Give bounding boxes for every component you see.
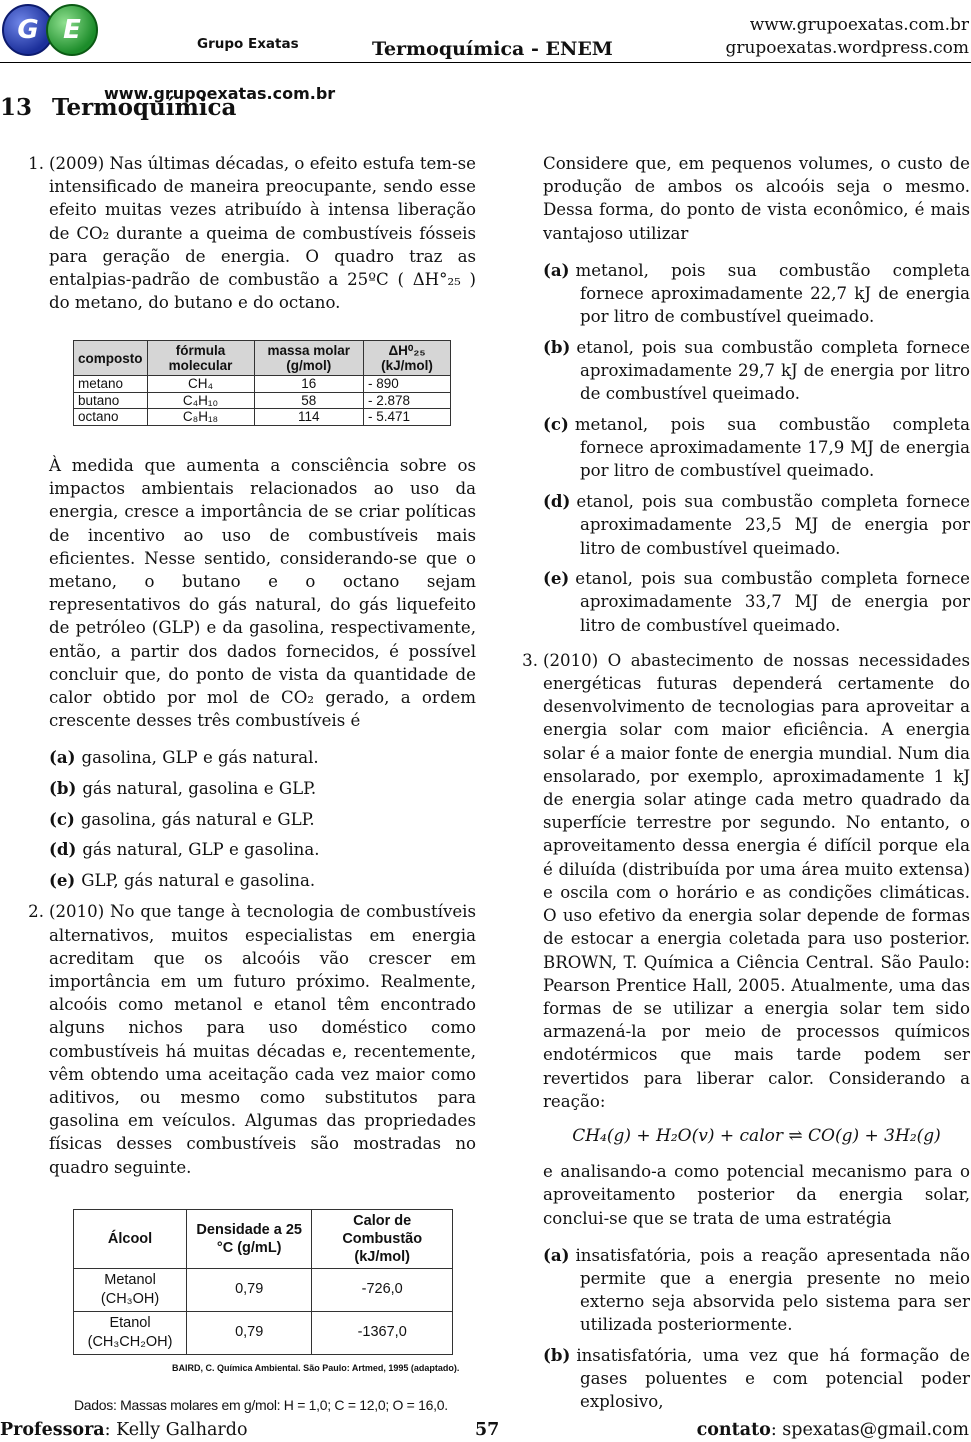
table-cell: Etanol (CH₃CH₂OH) <box>74 1311 187 1354</box>
table-cell: - 890 <box>363 376 450 393</box>
header-title: Termoquímica - ENEM <box>372 38 613 60</box>
question-intro: (2010) No que tange à tecnologia de combustíveis alternativos, muitos especialistas em energia acreditam que os alcoóis vão crescer em importância em um futuro próximo. Realmente, alcoóis como metanol e etanol têm encontrado alguns nichos para uso doméstico como combustíveis há muitas décadas e, recentemente, vêm obtendo uma aceitação cada vez maior como aditivos, ou mesmo como substitutos para gasolina em veículos. Algumas das propriedades físicas desses combustíveis são mostradas no quadro seguinte. <box>49 902 476 1177</box>
site-url: www.grupoexatas.com.br <box>749 15 969 35</box>
blog-url: grupoexatas.wordpress.com <box>725 38 969 58</box>
table-header: massa molar (g/mol) <box>254 341 363 376</box>
table-row <box>74 409 451 426</box>
question-1 <box>22 152 476 892</box>
table-source: BAIRD, C. Química Ambiental. São Paulo: Artmed, 1995 (adaptado). <box>172 1362 460 1373</box>
table-cell: 58 <box>254 392 363 409</box>
question-number: 1. <box>28 154 44 173</box>
question-number: 3. <box>522 650 538 670</box>
option-a: (a) metanol, pois sua combustão completa fornece aproximadamente 22,7 kJ de energia por litro de combustível queimado. <box>543 259 970 327</box>
option-b: (b) insatisfatória, uma vez que há formação de gases poluentes e com potencial poder explosivo, <box>543 1345 970 1412</box>
table-cell: C₄H₁₀ <box>147 392 254 409</box>
table-cell: C₈H₁₈ <box>147 409 254 426</box>
table-header: Calor de Combustão (kJ/mol) <box>312 1209 453 1268</box>
option-a: (a) gasolina, GLP e gás natural. <box>49 747 319 768</box>
table-header: fórmula molecular <box>147 341 254 376</box>
question-body: À medida que aumenta a consciência sobre os impactos ambientais relacionados ao uso da energia, cresce a importância de se criar políticas de incentivo ao uso de combustíveis mais eficientes. Nesse sentido, considerando-se que o metano, o butano e o octano sejam representativos do gás natural, do gás liquefeito de petróleo (GLP) e da gasolina, respectivamente, então, a partir dos dados fornecidos, é possível concluir que, do ponto de vista da quantidade de calor obtido por mol de CO₂ gerado, a ordem crescente desses três combustíveis é <box>49 455 476 731</box>
question-2-continued <box>516 152 970 637</box>
right-column <box>516 152 970 1421</box>
option-b: (b) etanol, pois sua combustão completa fornece aproximadamente 29,7 kJ de energia por litro de combustível queimado. <box>543 336 970 404</box>
teacher-credit: Professora: Kelly Galhardo <box>0 1420 248 1440</box>
molar-mass-data: Dados: Massas molares em g/mol: H = 1,0; C = 12,0; O = 16,0. <box>74 1397 448 1414</box>
table-row <box>74 1311 453 1354</box>
option-e: (e) GLP, gás natural e gasolina. <box>49 870 316 891</box>
table-header: ΔH⁰₂₅ (kJ/mol) <box>363 341 450 376</box>
header-sites <box>725 14 969 60</box>
question-3 <box>516 649 970 1414</box>
table-row <box>74 376 451 393</box>
table-cell: Metanol (CH₃OH) <box>74 1268 187 1311</box>
table-cell: -726,0 <box>312 1268 453 1311</box>
section-title: Termoquímica <box>52 94 237 121</box>
table-cell: - 2.878 <box>363 392 450 409</box>
section-heading <box>0 94 236 121</box>
logo-e-circle: E <box>46 4 98 56</box>
question-intro: (2010) O abastecimento de nossas necessidades energéticas futuras dependerá certamente do desenvolvimento de tecnologias para aproveitar a energia solar com maior eficiência. A energia solar é a maior fonte de energia mundial. Num dia ensolarado, por exemplo, aproximadamente 1 kJ de energia solar atinge cada metro quadrado da superfície terrestre por segundo. No entanto, o aproveitamento dessa energia é difícil porque ela é diluída (distribuída por uma área muito extensa) e oscila com o horário e as condições climáticas. O uso efetivo da energia solar depende de formas de estocar a energia coletada para uso posterior. BROWN, T. Química a Ciência Central. São Paulo: Pearson Prentice Hall, 2005. Atualmente, uma das formas de se utilizar a energia solar tem sido armazená-la por meio de processos químicos endotérmicos que mais tarde podem ser revertidos para liberar calor. Considerando a reação: <box>543 650 970 1111</box>
alcohol-table <box>73 1209 453 1355</box>
table-cell: 0,79 <box>187 1311 312 1354</box>
brand-url: www.grupoexatas.com.br <box>104 84 336 103</box>
option-c: (c) metanol, pois sua combustão completa fornece aproximadamente 17,9 MJ de energia por litro de combustível queimado. <box>543 414 970 481</box>
table-header: composto <box>74 341 148 376</box>
table-header: Álcool <box>74 1209 187 1268</box>
brand-name: Grupo Exatas <box>197 36 299 52</box>
option-a: (a) insatisfatória, pois a reação apresentada não permite que a energia presente no meio externo seja absorvida pelo sistema para ser utilizada posteriormente. <box>543 1244 970 1335</box>
question-intro: (2009) Nas últimas décadas, o efeito estufa tem-se intensificado de maneira preocupante, sendo esse efeito muitas vezes atribuído à intensa liberação de CO₂ durante a queima de combustíveis fósseis para geração de energia. O quadro traz as entalpias-padrão de combustão a 25ºC ( ΔH°₂₅ ) do metano, do butano e do octano. <box>49 154 476 313</box>
contact-info: contato: spexatas@gmail.com <box>696 1420 969 1440</box>
question-continuation: Considere que, em pequenos volumes, o custo de produção de ambos os alcoóis seja o mesmo. Dessa forma, do ponto de vista econômico, é mais vantajoso utilizar <box>543 154 970 243</box>
page-number: 57 <box>475 1420 500 1440</box>
table-row <box>74 1268 453 1311</box>
question-number: 2. <box>28 902 44 922</box>
table-cell: CH₄ <box>147 376 254 393</box>
logo-g-circle: G <box>2 4 54 56</box>
table-header: Densidade a 25 °C (g/mL) <box>187 1209 312 1268</box>
enthalpy-table <box>73 340 451 426</box>
section-number: 13 <box>0 94 33 121</box>
options-list <box>49 746 476 892</box>
question-continuation: e analisando-a como potencial mecanismo para o aproveitamento posterior da energia solar, conclui-se que se trata de uma estratégia <box>543 1162 970 1228</box>
options-list <box>543 259 970 637</box>
table-cell: - 5.471 <box>363 409 450 426</box>
grupo-exatas-logo <box>2 4 102 54</box>
table-row <box>74 392 451 409</box>
page-header <box>0 0 971 103</box>
option-d: (d) etanol, pois sua combustão completa fornece aproximadamente 23,5 MJ de energia por litro de combustível queimado. <box>543 491 970 558</box>
reaction-equation: CH₄(g) + H₂O(v) + calor ⇌ CO(g) + 3H₂(g) <box>572 1125 941 1146</box>
table-cell: -1367,0 <box>312 1311 453 1354</box>
table-cell: 16 <box>254 376 363 393</box>
option-c: (c) gasolina, gás natural e GLP. <box>49 808 315 829</box>
left-column <box>22 152 476 1417</box>
option-e: (e) etanol, pois sua combustão completa fornece aproximadamente 33,7 MJ de energia por litro de combustível queimado. <box>543 568 970 635</box>
option-d: (d) gás natural, GLP e gasolina. <box>49 839 320 860</box>
table-cell: octano <box>74 409 148 426</box>
table-cell: metano <box>74 376 148 393</box>
options-list <box>543 1244 970 1414</box>
table-cell: butano <box>74 392 148 409</box>
table-cell: 114 <box>254 409 363 426</box>
table-cell: 0,79 <box>187 1268 312 1311</box>
question-2 <box>22 900 476 1417</box>
option-b: (b) gás natural, gasolina e GLP. <box>49 778 317 799</box>
